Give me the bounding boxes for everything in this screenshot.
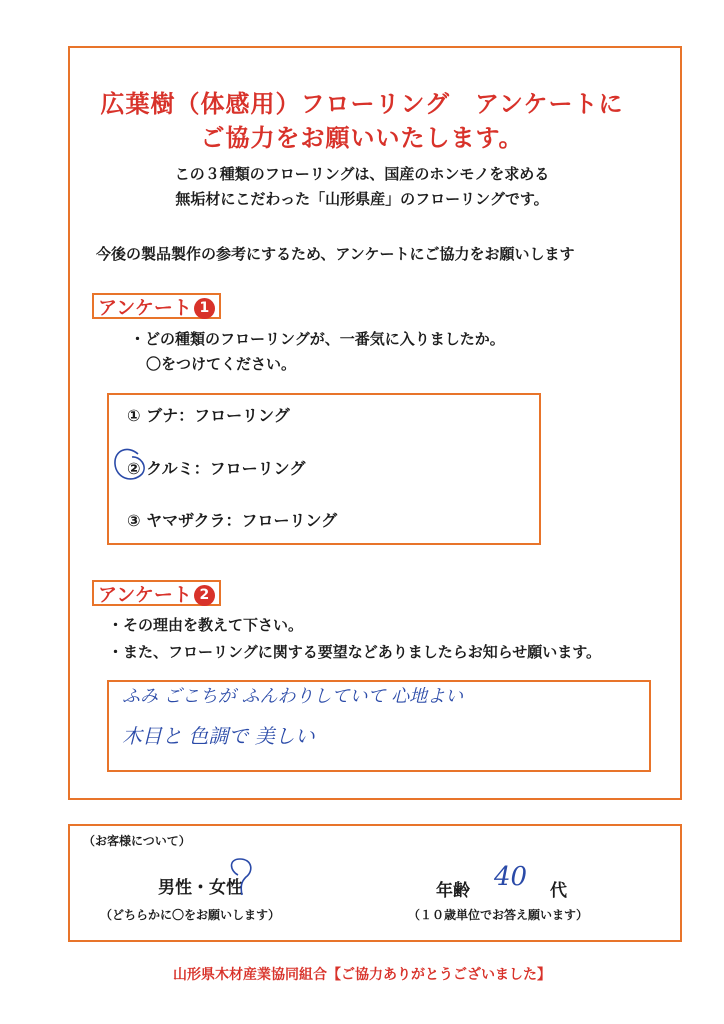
gender-female-option[interactable]: 女性 (209, 878, 243, 898)
gender-male-option[interactable]: 男性 (158, 878, 192, 898)
handwritten-answer-line1: ふみ ごこちが ふんわりしていて 心地よい (122, 686, 464, 707)
footer-organization: 山形県木材産業協同組合【ご協力ありがとうございました】 (173, 967, 551, 983)
age-suffix: 代 (550, 881, 567, 901)
q2-tag (92, 580, 221, 606)
age-label: 年齢 (436, 881, 470, 901)
age-note: （１０歳単位でお答え願います） (408, 908, 589, 922)
survey-title-line2: ご協力をお願いいたします。 (200, 124, 524, 152)
option-mark: ② (127, 459, 141, 478)
customer-info-heading: （お客様について） (83, 834, 191, 848)
gender-separator: ・ (192, 878, 209, 898)
q1-question-line1: ・どの種類のフローリングが、一番気に入りましたか。 (130, 330, 505, 348)
handwritten-answer-line2: 木目と 色調で 美しい (122, 724, 315, 748)
option-label: ヤマザクラ：フローリング (146, 511, 338, 530)
option-mark: ③ (127, 511, 141, 530)
handwritten-selection-circle (110, 446, 150, 490)
gender-note: （どちらかに〇をお願いします） (100, 908, 281, 922)
option-kurumi[interactable] (127, 456, 305, 479)
survey-title-line1: 広葉樹（体感用）フローリング アンケートに (100, 90, 624, 118)
option-label: ブナ：フローリング (146, 406, 290, 425)
intro-line1: この３種類のフローリングは、国産のホンモノを求める (174, 165, 550, 183)
q2-question-line2: ・また、フローリングに関する要望などありましたらお知らせ願います。 (108, 643, 602, 661)
q2-tag-label: アンケート (98, 584, 192, 606)
option-mark: ① (127, 406, 141, 425)
q1-question-line2: 〇をつけてください。 (146, 355, 297, 373)
handwritten-age-value: 40 (494, 862, 528, 892)
intro-line2: 無垢材にこだわった「山形県産」のフローリングです。 (175, 190, 549, 208)
option-buna[interactable] (127, 403, 290, 426)
q1-number-badge: 1 (194, 298, 215, 319)
q1-tag-label: アンケート (98, 297, 192, 319)
q1-tag (92, 293, 221, 319)
age-answer-field[interactable] (480, 862, 550, 892)
option-yamazakura[interactable] (127, 508, 337, 531)
q2-number-badge: 2 (194, 585, 215, 606)
q2-question-line1: ・その理由を教えて下さい。 (108, 616, 304, 634)
handwritten-gender-circle (216, 855, 262, 899)
intro-line3: 今後の製品製作の参考にするため、アンケートにご協力をお願いします (96, 245, 575, 263)
option-label: クルミ：フローリング (146, 459, 306, 478)
